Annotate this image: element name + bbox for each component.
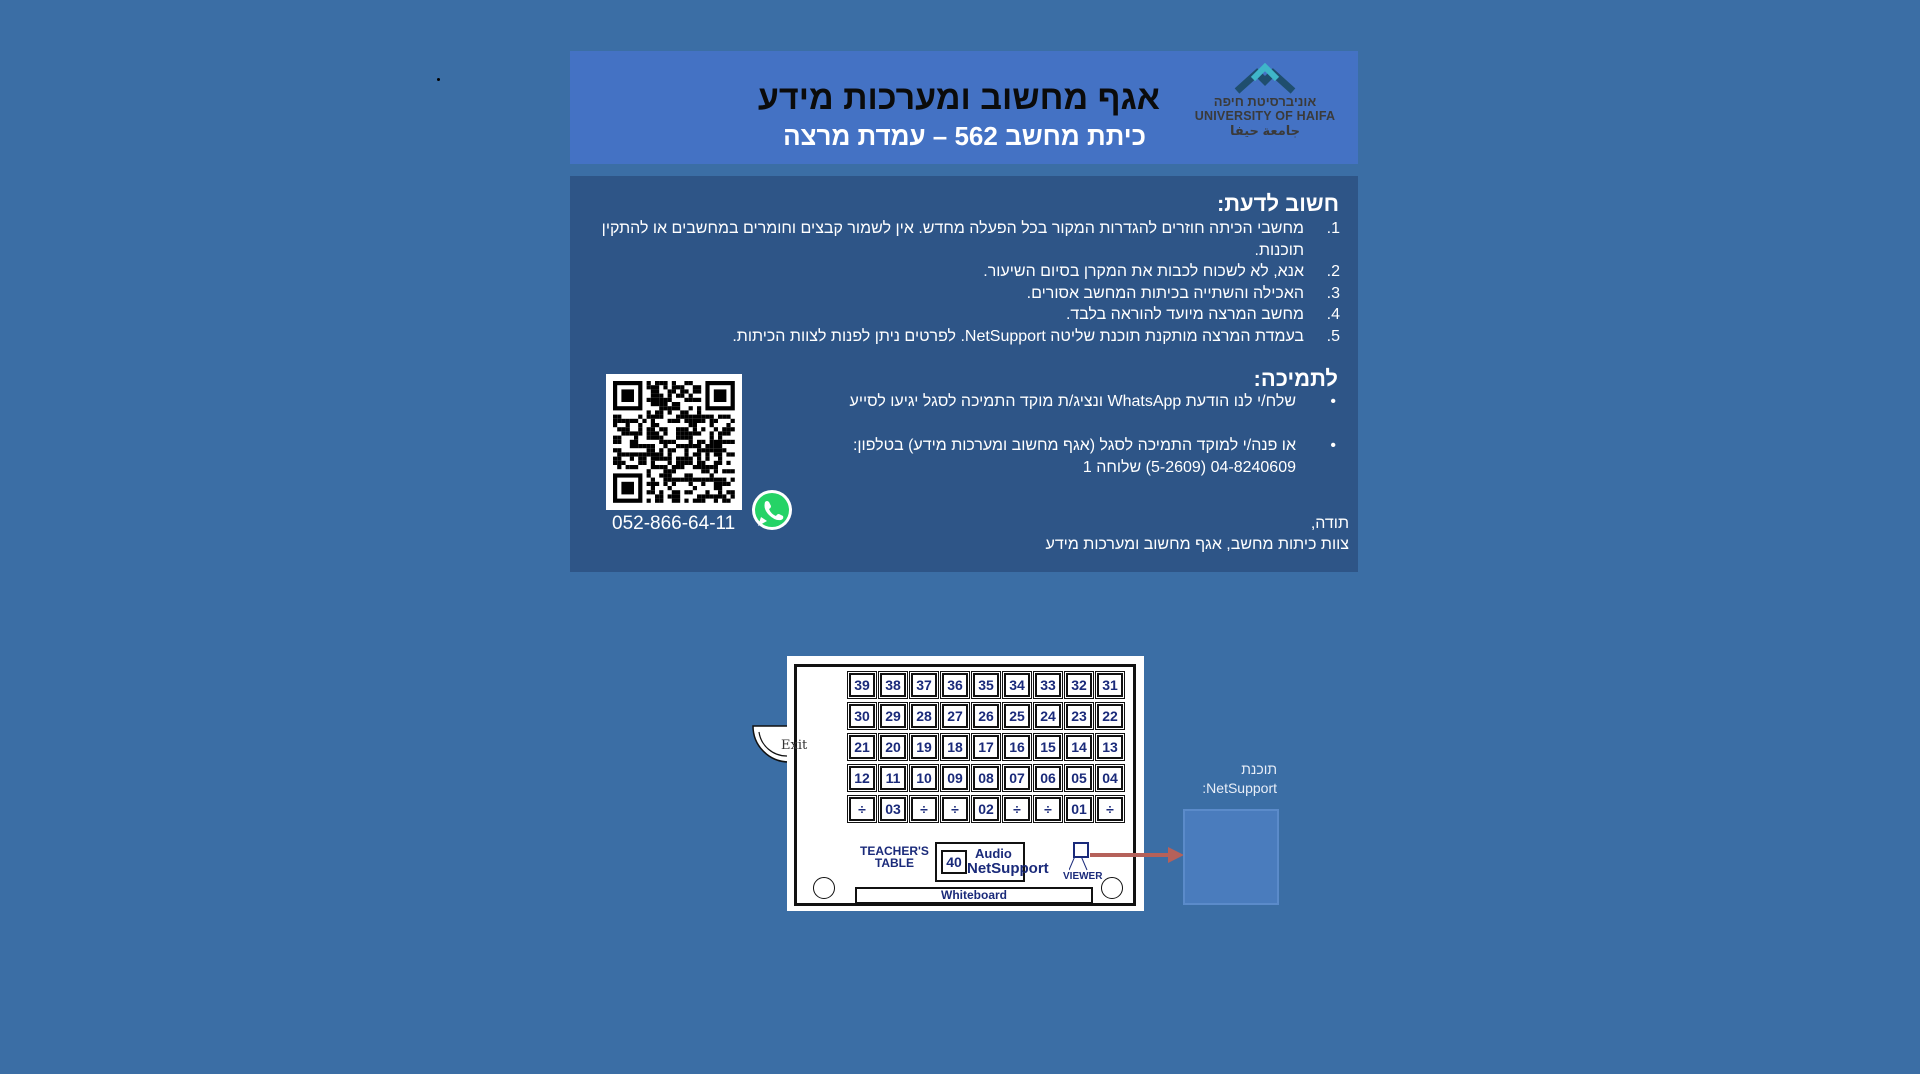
seat-13: 13: [1097, 735, 1123, 759]
seat-16: 16: [1004, 735, 1030, 759]
empty-seat: ÷: [1004, 797, 1030, 821]
seat-36: 36: [942, 673, 968, 697]
bullet: •: [1330, 437, 1336, 454]
teacher-table-label: [860, 845, 929, 869]
teacher-label-line1: TEACHER'S: [860, 844, 929, 858]
seat-34: 34: [1004, 673, 1030, 697]
netsupport-caption-line2: NetSupport:: [1202, 780, 1277, 796]
seat-03: 03: [880, 797, 906, 821]
classroom-floorplan: [787, 656, 1144, 911]
netsupport-label: NetSupport: [967, 860, 1049, 877]
support-text: שלח/י לנו הודעת WhatsApp ונציג/ת מוקד התמיכה לסגל יגיעו לסייע: [849, 393, 1296, 410]
rule-text: האכילה והשתייה בכיתות המחשב אסורים.: [1026, 284, 1304, 302]
seat-08: 08: [973, 766, 999, 790]
teacher-label-line2: TABLE: [874, 856, 914, 870]
thanks-block: [1046, 513, 1350, 555]
empty-seat: ÷: [1097, 797, 1123, 821]
support-text: או פנה/י למוקד התמיכה לסגל (אגף מחשוב ומערכות מידע) בטלפון: 04-8240609 (5-2609) שלוחה 1: [852, 437, 1296, 476]
seat-27: 27: [942, 704, 968, 728]
netsupport-caption: [1177, 760, 1277, 798]
seat-33: 33: [1035, 673, 1061, 697]
seat-39: 39: [849, 673, 875, 697]
seat-38: 38: [880, 673, 906, 697]
speaker-left-icon: [813, 877, 835, 899]
rule-item: [600, 283, 1340, 305]
logo-hebrew: אוניברסיטת חיפה: [1213, 94, 1317, 109]
seat-04: 04: [1097, 766, 1123, 790]
seat-22: 22: [1097, 704, 1123, 728]
rule-item: [600, 326, 1340, 348]
rule-item: [600, 261, 1340, 283]
seat-01: 01: [1066, 797, 1092, 821]
floorplan-room: [794, 664, 1136, 906]
seat-05: 05: [1066, 766, 1092, 790]
signature-text: צוות כיתות מחשב, אגף מחשוב ומערכות מידע: [1045, 536, 1349, 553]
rule-text: מחשבי הכיתה חוזרים להגדרות המקור בכל הפעלה מחדש. אין לשמור קבצים וחומרים במחשבים או להתקין תוכנות.: [601, 220, 1304, 259]
important-heading: חשוב לדעת:: [1216, 191, 1339, 216]
roof-logo-icon: [1233, 63, 1297, 95]
seat-32: 32: [1066, 673, 1092, 697]
page-subtitle: כיתת מחשב 562 – עמדת מרצה: [783, 121, 1146, 151]
empty-seat: ÷: [849, 797, 875, 821]
netsupport-viewer-box[interactable]: [1183, 809, 1279, 905]
seat-30: 30: [849, 704, 875, 728]
header-banner: [570, 51, 1358, 164]
station-number: 40: [941, 850, 967, 874]
netsupport-caption-line1: תוכנת: [1241, 761, 1277, 777]
qr-code-icon[interactable]: [606, 374, 742, 510]
rule-item: [600, 218, 1340, 261]
seat-21: 21: [849, 735, 875, 759]
seat-25: 25: [1004, 704, 1030, 728]
empty-seat: ÷: [911, 797, 937, 821]
rule-number: 1.: [1326, 220, 1340, 237]
page-title: אגף מחשוב ומערכות מידע: [757, 79, 1160, 117]
whatsapp-icon[interactable]: [750, 488, 794, 532]
audio-label: Audio: [975, 846, 1012, 861]
seat-24: 24: [1035, 704, 1061, 728]
lecturer-station[interactable]: [935, 842, 1049, 882]
seat-31: 31: [1097, 673, 1123, 697]
whiteboard: Whiteboard: [855, 887, 1093, 904]
seat-20: 20: [880, 735, 906, 759]
seat-19: 19: [911, 735, 937, 759]
rule-number: 4.: [1326, 306, 1340, 323]
whatsapp-phone[interactable]: 052-866-64-11: [612, 513, 736, 534]
rule-text: בעמדת המרצה מותקנת תוכנת שליטה NetSupport. לפרטים ניתן לפנות לצוות הכיתות.: [732, 327, 1304, 345]
speaker-right-icon: [1101, 877, 1123, 899]
logo-arabic: جامعة حيفا: [1229, 123, 1301, 138]
empty-seat: ÷: [1035, 797, 1061, 821]
seat-35: 35: [973, 673, 999, 697]
seat-09: 09: [942, 766, 968, 790]
seat-11: 11: [880, 766, 906, 790]
empty-seat: ÷: [942, 797, 968, 821]
seat-07: 07: [1004, 766, 1030, 790]
seat-17: 17: [973, 735, 999, 759]
seat-14: 14: [1066, 735, 1092, 759]
seat-28: 28: [911, 704, 937, 728]
rule-number: 3.: [1326, 284, 1340, 302]
rule-number: 2.: [1326, 263, 1340, 280]
exit-label: Exit: [781, 738, 808, 753]
rule-number: 5.: [1326, 327, 1340, 345]
support-heading: לתמיכה:: [1253, 366, 1338, 391]
logo-english: UNIVERSITY OF HAIFA: [1194, 109, 1336, 123]
rule-item: [600, 304, 1340, 326]
seat-37: 37: [911, 673, 937, 697]
rule-text: מחשב המרצה מיועד להוראה בלבד.: [1065, 306, 1304, 323]
rule-text: אנא, לא לשכוח לכבות את המקרן בסיום השיעור.: [983, 263, 1304, 280]
info-panel: [570, 176, 1358, 572]
support-list: [840, 391, 1340, 501]
arrow-icon: [1090, 845, 1186, 865]
viewer-label: VIEWER: [1063, 871, 1103, 882]
seat-12: 12: [849, 766, 875, 790]
seat-15: 15: [1035, 735, 1061, 759]
bullet: •: [1330, 393, 1336, 410]
university-logo: [1190, 63, 1340, 155]
support-item: [840, 391, 1340, 413]
seat-26: 26: [973, 704, 999, 728]
seat-18: 18: [942, 735, 968, 759]
support-item: [840, 435, 1340, 479]
seat-10: 10: [911, 766, 937, 790]
seat-29: 29: [880, 704, 906, 728]
rules-list: [600, 218, 1340, 347]
seat-02: 02: [973, 797, 999, 821]
thanks-text: תודה,: [1310, 515, 1349, 532]
stray-dot: [437, 78, 440, 81]
seat-23: 23: [1066, 704, 1092, 728]
seat-06: 06: [1035, 766, 1061, 790]
